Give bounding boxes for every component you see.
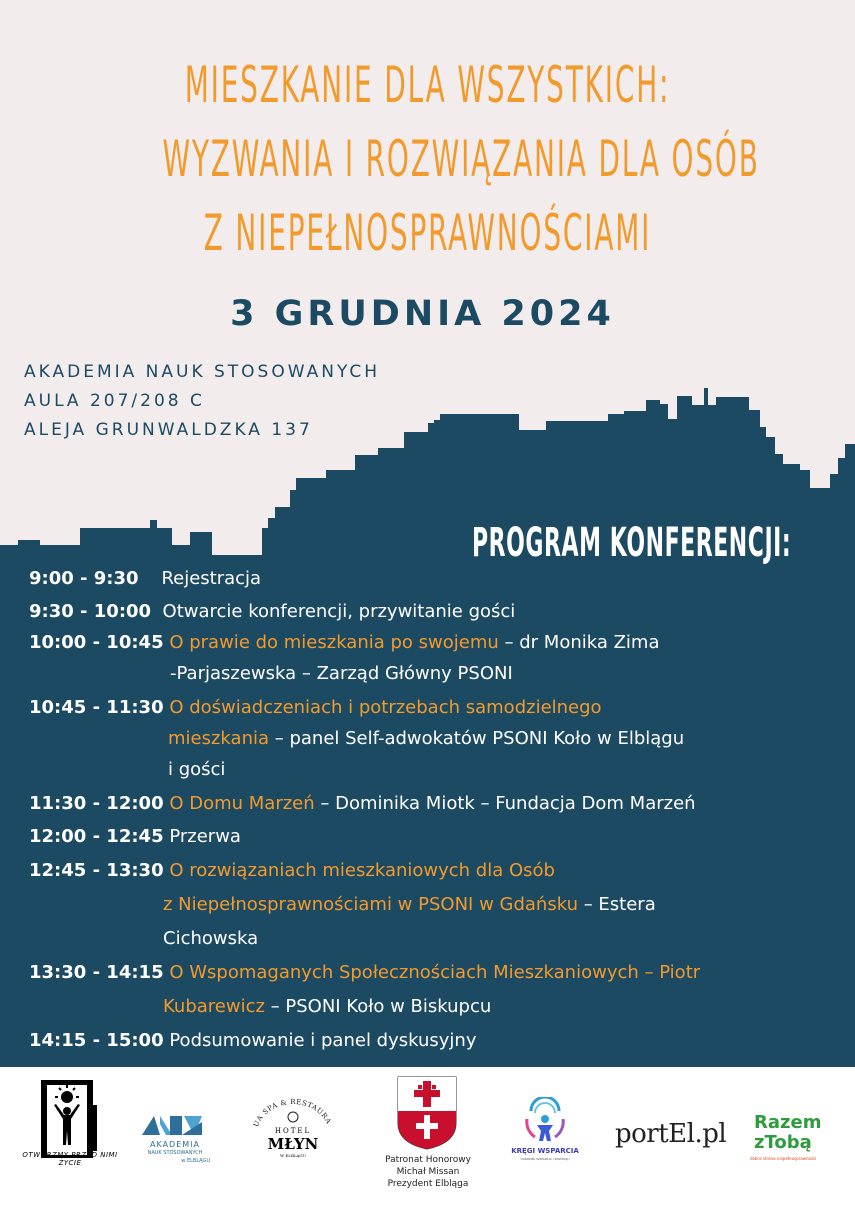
razem-sub: dobra strona niepełnosprawności: [750, 1156, 817, 1161]
agenda-text: – panel Self-adwokatów PSONI Koło w Elblągu: [269, 728, 685, 749]
agenda-topic: O Wspomaganych Społecznościach Mieszkaniowych – Piotr: [169, 962, 701, 983]
agenda-item-4-continued-2: [168, 759, 225, 780]
agenda-text: i gości: [168, 759, 226, 780]
agenda-item-4: [29, 697, 602, 718]
hotel-mlyn-logo: [248, 1089, 338, 1171]
agenda-topic: O rozwiązaniach mieszkaniowych dla Osób: [169, 860, 555, 881]
agenda-item-9: [29, 1030, 477, 1051]
kregi-wsparcia-logo: [505, 1097, 585, 1171]
event-date: 3 GRUDNIA 2024: [230, 294, 615, 334]
agenda-item-4-continued: [168, 728, 684, 749]
sponsor-logos-footer: [0, 1067, 855, 1209]
patron-title: Patronat Honorowy: [385, 1155, 471, 1165]
agenda-time: 12:00 - 12:45: [29, 826, 164, 847]
title-line-1: MIESZKANIE DLA WSZYSTKICH:: [184, 56, 671, 114]
hotel-arc-label: UA SPA & RESTAURA: [252, 1098, 333, 1129]
agenda-item-8: [29, 962, 700, 983]
patronat-logo: [368, 1075, 488, 1203]
patron-name: Michał Missan: [396, 1167, 460, 1177]
agenda-item-7-continued: [163, 894, 656, 915]
kregi-sub: OŚRODEK WSPARCIA I ROZWOJU: [520, 1157, 570, 1161]
agenda-topic: Kubarewicz: [163, 996, 265, 1017]
agenda-item-3: [29, 632, 660, 653]
ztoba-word: zTobą: [754, 1132, 812, 1153]
agenda-text: – dr Monika Zima: [498, 632, 660, 653]
agenda-item-6: [29, 826, 241, 847]
hotel-word: HOTEL: [274, 1127, 312, 1135]
otworzmy-logo: [18, 1075, 120, 1175]
agenda-text: Przerwa: [169, 826, 241, 847]
agenda-topic: O prawie do mieszkania po swojemu: [169, 632, 499, 653]
venue-line-2: AULA 207/208 C: [24, 391, 205, 411]
agenda-item-2: [29, 601, 515, 622]
agenda-item-7-continued-2: [163, 928, 258, 949]
kregi-name: KRĘGI WSPARCIA: [511, 1147, 579, 1155]
agenda-text: – Estera: [577, 894, 656, 915]
otworzmy-caption: OTWÓRZMY PRZED NIMI ŻYCIE: [22, 1151, 118, 1167]
agenda-time: 13:30 - 14:15: [29, 962, 164, 983]
agenda-text: -Parjaszewska – Zarząd Główny PSONI: [170, 663, 513, 684]
agenda-text: – Dominika Miotk – Fundacja Dom Marzeń: [314, 793, 696, 814]
portel-logo: portEl.pl: [615, 1119, 727, 1149]
patron-role: Prezydent Elbląga: [387, 1179, 469, 1189]
agenda-item-1: [29, 568, 261, 589]
venue-line-1: AKADEMIA NAUK STOSOWANYCH: [24, 362, 381, 382]
akademia-city: w ELBLĄGU: [181, 1158, 210, 1164]
agenda-item-5: [29, 793, 696, 814]
agenda-item-3-continued: [170, 663, 513, 684]
agenda-text: Otwarcie konferencji, przywitanie gości: [162, 601, 516, 622]
agenda-text: – PSONI Koło w Biskupcu: [264, 996, 492, 1017]
agenda-topic: O doświadczeniach i potrzebach samodzielnego: [169, 697, 602, 718]
agenda-time: 12:45 - 13:30: [29, 860, 164, 881]
agenda-time: 9:30 - 10:00: [29, 601, 152, 622]
agenda-topic: z Niepełnosprawnościami w PSONI w Gdańsku: [163, 894, 578, 915]
agenda-time: 10:00 - 10:45: [29, 632, 164, 653]
title-line-2: WYZWANIA I ROZWIĄZANIA DLA OSÓB: [162, 130, 760, 188]
agenda-text: Cichowska: [163, 928, 259, 949]
title-line-3: Z NIEPEŁNOSPRAWNOŚCIAMI: [203, 204, 652, 262]
agenda-text: Rejestracja: [161, 568, 262, 589]
hotel-city: W ELBLĄGU: [279, 1153, 306, 1158]
elblag-coat-of-arms-icon: [368, 1075, 488, 1151]
agenda-item-8-continued: [163, 996, 491, 1017]
hotel-arc-text: [248, 1089, 338, 1129]
akademia-emblem-icon: [140, 1114, 204, 1136]
agenda-time: 14:15 - 15:00: [29, 1030, 164, 1051]
kregi-circles-icon: [505, 1097, 585, 1147]
agenda-item-7: [29, 860, 555, 881]
agenda-time: 9:00 - 9:30: [29, 568, 139, 589]
hotel-name: MŁYN: [267, 1135, 319, 1153]
agenda-time: 11:30 - 12:00: [29, 793, 164, 814]
program-heading: PROGRAM KONFERENCJI:: [472, 520, 792, 566]
agenda-topic: O Domu Marzeń: [169, 793, 315, 814]
agenda-time: 10:45 - 11:30: [29, 697, 164, 718]
venue-line-3: ALEJA GRUNWALDZKA 137: [24, 420, 313, 440]
svg-text:AQUA SPA & RESTAURACJA: [248, 1089, 333, 1128]
razem-word: Razem: [754, 1112, 822, 1133]
akademia-logo: [140, 1114, 215, 1169]
akademia-name: AKADEMIA: [150, 1140, 200, 1149]
agenda-topic: mieszkania: [168, 728, 270, 749]
agenda-text: Podsumowanie i panel dyskusyjny: [169, 1030, 477, 1051]
akademia-sub: NAUK STOSOWANYCH: [147, 1150, 203, 1156]
razem-z-toba-logo: [750, 1112, 830, 1168]
